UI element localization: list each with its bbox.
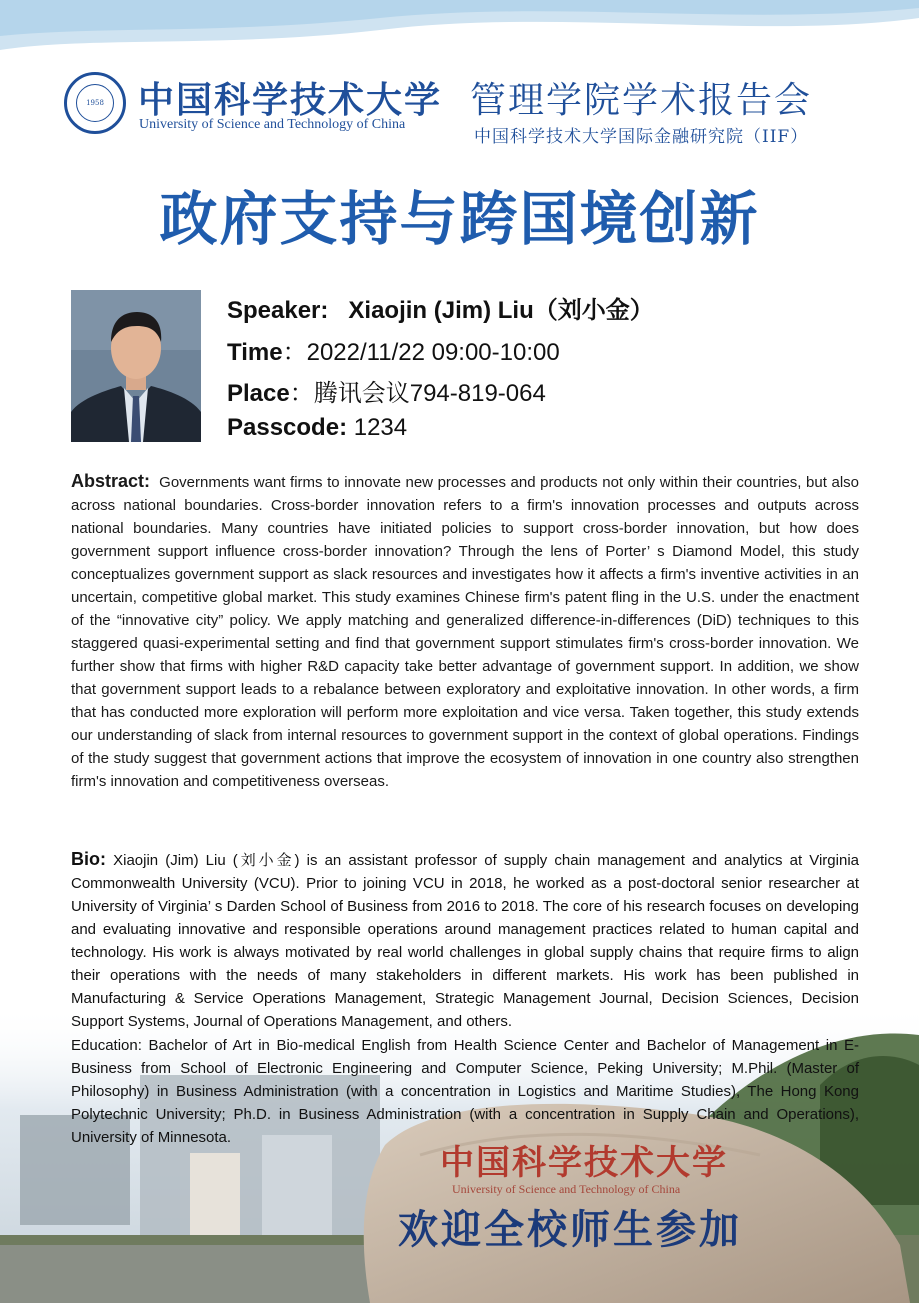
bio-text: Xiaojin (Jim) Liu (刘小金) is an assistant professor of supply chain management and analytics at Virginia Commonwealth University (VCU). Prior to joining VCU in 2018, he worked as a post-doctoral senior researcher at University of Virginia’ s Darden School of Business from 2016 to 2018. The core of his research focuses on developing and evaluating innovative and responsible operations around management practices related to human capital and technology. His work is always motivated by real world challenges in global supply chains that require firms to align their operations with the needs of many stakeholders in different markets. His work has been published in Manufacturing & Service Operations Management, Strategic Management Journal, Decision Sciences, Decision Support Systems, Journal of Operations Management, and others. xyxy=(71,852,859,1030)
time-line xyxy=(227,332,560,367)
abstract-label: Abstract: xyxy=(71,471,151,491)
series-title: 管理学院学术报告会 xyxy=(470,80,813,121)
passcode-value: 1234 xyxy=(353,414,408,441)
speaker-line xyxy=(227,290,654,325)
seal-year: 1958 xyxy=(86,99,104,107)
speaker-name: Xiaojin (Jim) Liu（刘小金） xyxy=(348,297,654,324)
stone-inscription-en: University of Science and Technology of China xyxy=(452,1182,681,1196)
series-subtitle: 中国科学技术大学国际金融研究院（IIF） xyxy=(474,127,809,147)
passcode-label: Passcode: xyxy=(227,414,348,441)
talk-title: 政府支持与跨国境创新 xyxy=(159,185,760,253)
speaker-photo xyxy=(71,290,201,442)
time-label: Time xyxy=(227,339,283,366)
bio-paragraph xyxy=(71,848,859,1033)
education-paragraph: Education: Bachelor of Art in Bio-medical English from Health Science Center and Bachelor of Management in E-Business from School of Electronic Engineering and Computer Science, Peking University; M.Phil. (Master of Philosophy) in Business Administration (with a concentration in Logistics and Maritime Studies), The Hong Kong Polytechnic University; Ph.D. in Business Administration (with a concentration in Supply Chain and Operations), University of Minnesota. xyxy=(71,1037,859,1146)
stone-inscription-cn: 中国科学技术大学 xyxy=(440,1143,728,1183)
university-seal-icon xyxy=(64,72,126,134)
abstract-text: Governments want firms to innovate new processes and products not only within their countries, but also across national boundaries. Cross-border innovation refers to a firm's innovation processes and outputs across national boundaries. Many countries have initiated policies to support cross-border innovation, but how does government support influence cross-border innovation? Through the lens of Porter’ s Diamond Model, this study conceptualizes government support as slack resources and investigates how it affects a firm's inventive activities in an uncertain, competitive global market. This study examines Chinese firm's patent fling in the U.S. under the enactment of the “innovative city” policy. We apply matching and generalized difference-in-differences (DiD) techniques to this staggered quasi-experimental setting and find that government support stimulates firm's cross-border innovation. We further show that firms with higher R&D capacity take better advantage of government support. In addition, we show that government support leads to a rebalance between exploratory and exploitative innovation. In other words, a firm that has conducted more exploration will perform more exploitation and vice versa. Taken together, this study extends our understanding of slack from internal resources to government support in the context of global operations. Findings of the study suggest that government actions that improve the ecosystem of innovation in one country also strengthen firm's innovation and competitiveness overseas. xyxy=(71,474,859,790)
speaker-label: Speaker: xyxy=(227,297,329,324)
abstract-paragraph xyxy=(71,470,859,793)
bio-label: Bio: xyxy=(71,849,106,869)
place-line xyxy=(227,373,546,408)
header-wave-decoration xyxy=(0,0,919,70)
welcome-banner: 欢迎全校师生参加 xyxy=(398,1206,742,1253)
passcode-line xyxy=(227,414,407,442)
place-value: ：腾讯会议794-819-064 xyxy=(289,380,546,407)
place-label: Place xyxy=(227,380,290,407)
university-logo xyxy=(64,72,443,136)
university-name-en: University of Science and Technology of China xyxy=(139,117,406,132)
university-name-cn: 中国科学技术大学 xyxy=(138,79,443,121)
time-value: ：2022/11/22 09:00-10:00 xyxy=(282,339,560,366)
